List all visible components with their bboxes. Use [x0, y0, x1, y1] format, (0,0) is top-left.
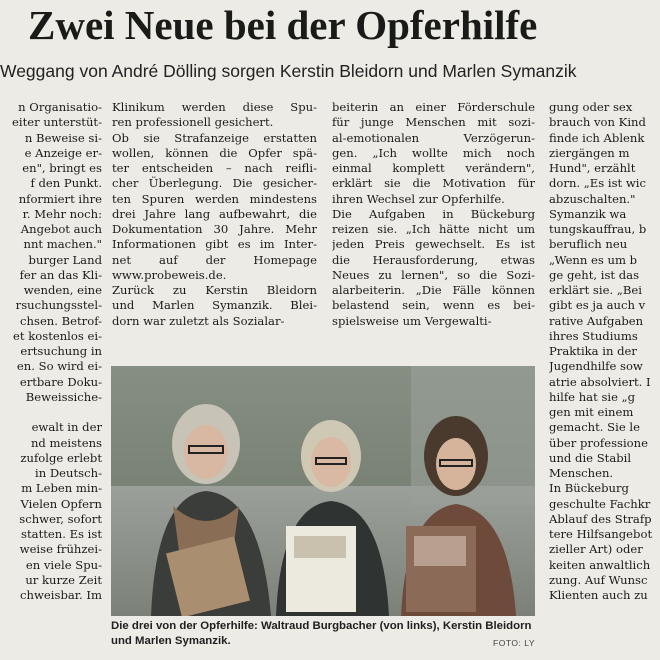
text-line: ewalt in der [31, 420, 102, 435]
text-line: ren professionell gesichert. [112, 115, 274, 130]
text-line: dorn war zuletzt als Sozialar- [112, 313, 285, 328]
text-line: zufolge erlebt [20, 450, 102, 465]
photo-credit: FOTO: LY [493, 638, 535, 648]
text-line: nformiert ihre [18, 191, 102, 206]
text-line: die Herausforderung, etwas [332, 252, 535, 267]
text-line: über professione [549, 435, 648, 450]
text-line: für junge Menschen mit sozi- [332, 115, 535, 130]
text-line: gung oder sex [549, 100, 633, 114]
text-line: in Deutsch- [35, 466, 102, 480]
text-line: nd meistens [30, 435, 102, 450]
text-line: gen mit einem [549, 405, 634, 419]
text-line: et kostenlos ei- [13, 328, 102, 343]
text-line: zieller Art) oder [549, 542, 643, 557]
text-line: rative Aufgaben [549, 313, 644, 328]
text-line: Informationen gibt es im Inter- [112, 237, 317, 252]
text-line: ter entscheiden – nach reifli- [112, 161, 317, 175]
text-line: Menschen. [549, 466, 614, 480]
text-line: zung. Auf Wunsc [549, 572, 648, 587]
text-line: cher Überlegung. Die gesicher- [112, 176, 317, 191]
text-line: f den Punkt. [30, 176, 102, 191]
text-line: eiter unterstüt- [12, 115, 102, 130]
text-line: erklärt sie die Motivation für [332, 176, 535, 191]
text-line: beruflich neu [549, 237, 628, 252]
text-line: al-emotionalen Verzögerun- [332, 130, 535, 145]
text-line: hilfe hat sie „g [549, 389, 636, 404]
text-line: gibt es ja auch v [549, 298, 646, 313]
text-line: ge geht, ist das [549, 267, 640, 282]
text-line: spielsweise um Vergewalti- [332, 313, 492, 328]
text-line: finde ich Ablenk [549, 130, 645, 145]
text-line: jeden Preis gewechselt. Es ist [332, 237, 535, 252]
text-line: Vielen Opfern [20, 496, 102, 511]
text-line: atrie absolviert. I [549, 374, 651, 389]
text-line: n Organisatio- [18, 100, 102, 114]
text-line: dorn. „Es ist wic [549, 176, 647, 191]
text-line: belastend sein, wenn es bei- [332, 298, 535, 313]
text-line: e Anzeige er- [24, 145, 102, 160]
text-line: ziergängen m [549, 145, 630, 160]
text-line: tungskauffrau, b [549, 222, 647, 236]
text-line: Praktika in der [549, 344, 637, 358]
text-line: m Leben min- [21, 481, 102, 496]
text-line: reizen sie. „Ich hätte nicht um [332, 222, 535, 236]
text-line [0, 405, 102, 420]
text-line: drei Jahre lang aufbewahrt, die [112, 206, 317, 221]
article-headline: Zwei Neue bei der Opferhilfe [28, 2, 538, 48]
article-photo [111, 366, 535, 616]
text-line: keiten anwaltlich [549, 557, 651, 572]
text-line: Dokumentation 30 Jahre. Mehr [112, 222, 317, 236]
text-line: weise frühzei- [19, 542, 102, 557]
text-line: net auf der Homepage [112, 252, 317, 267]
text-line: statten. Es ist [21, 527, 102, 541]
text-line: „Wenn es um b [549, 252, 638, 267]
text-column-2 [112, 100, 317, 362]
photo-caption [111, 619, 535, 649]
text-line: www.probeweis.de. [112, 267, 227, 282]
text-line: Symanzik wa [549, 206, 627, 221]
text-line: und Marlen Symanzik. Blei- [112, 298, 317, 313]
text-line: en. So wird ei- [16, 359, 102, 374]
text-line: gen. „Ich wollte mich noch [332, 145, 535, 160]
text-line: Klienten auch zu [549, 588, 648, 602]
text-line: erklärt sie. „Bei [549, 283, 642, 297]
text-line: Angebot auch [20, 222, 102, 236]
text-line: brauch von Kind [549, 115, 646, 130]
text-line: chsen. Betrof- [20, 313, 102, 328]
text-line: fer an das Kli- [19, 267, 102, 282]
text-line: Zurück zu Kerstin Bleidorn [112, 283, 317, 297]
text-column-1 [0, 100, 102, 660]
text-line: und die Stabil [549, 450, 632, 465]
text-line: alarbeiterin. „Die Fälle können [332, 283, 535, 297]
text-line: burger Land [28, 252, 102, 267]
text-line: einmal komplett verändern", [332, 161, 535, 175]
text-line: Hund", erzählt [549, 161, 636, 175]
article-subheadline: Weggang von André Dölling sorgen Kerstin Bleidorn und Marlen Symanzik [0, 61, 577, 81]
text-line: en", bringt es [22, 161, 102, 175]
text-line: rsuchungsstel- [15, 298, 102, 313]
text-line: chweisbar. Im [20, 588, 102, 602]
text-line: ertbare Doku- [19, 374, 102, 389]
photo-illustration [111, 366, 535, 616]
text-line: Klinikum werden diese Spu- [112, 100, 317, 114]
text-line: ertsuchung in [20, 344, 102, 358]
text-line: r. Mehr noch: [22, 206, 102, 221]
text-line: gemacht. Sie le [549, 420, 640, 435]
text-line: n Beweise si- [24, 130, 102, 145]
text-line: Ob sie Strafanzeige erstatten [112, 130, 317, 145]
text-line: In Bückeburg [549, 481, 629, 496]
text-line: beiterin an einer Förderschule [332, 100, 535, 114]
text-line: tere Hilfsangebot [549, 527, 653, 541]
text-line: wollen, können die Opfer spä- [112, 145, 317, 160]
text-line: Die Aufgaben in Bückeburg [332, 206, 535, 221]
text-line: abzuschalten." [549, 191, 636, 206]
text-line: nnt machen." [23, 237, 102, 252]
text-column-4 [549, 100, 660, 660]
text-line: Ablauf des Strafp [549, 511, 652, 526]
text-line: ihres Studiums [549, 328, 638, 343]
text-line: Neues zu lernen", so die Sozi- [332, 267, 535, 282]
text-line: geschulte Fachkr [549, 496, 651, 511]
text-line: ur kurze Zeit [25, 572, 102, 587]
caption-text: Die drei von der Opferhilfe: Waltraud Burgbacher (von links), Kerstin Bleidorn und Marlen Symanzik. [111, 620, 532, 647]
text-line: Jugendhilfe sow [549, 359, 643, 374]
text-line: wenden, eine [23, 283, 102, 297]
text-line: ihren Wechsel zur Opferhilfe. [332, 191, 505, 206]
text-line: ten Spuren werden mindestens [112, 191, 317, 206]
text-line: Beweissiche- [25, 389, 102, 404]
text-column-3 [332, 100, 535, 362]
text-line: en viele Spu- [25, 557, 102, 572]
text-line: schwer, sofort [19, 511, 102, 526]
